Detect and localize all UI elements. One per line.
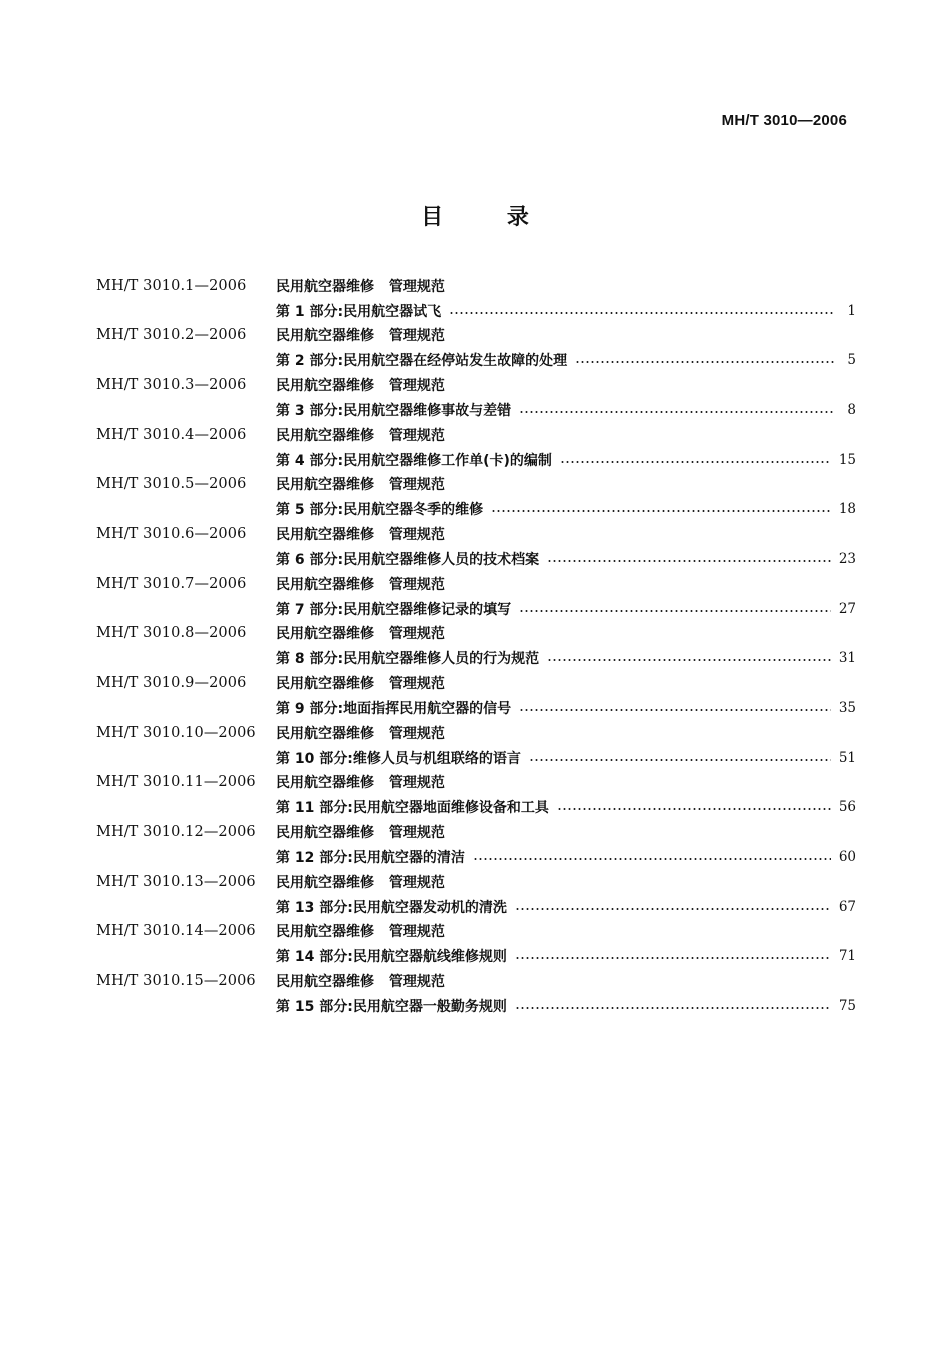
standard-line	[96, 472, 856, 497]
part-line	[96, 646, 856, 671]
standard-title: 民用航空器维修 管理规范	[276, 377, 445, 394]
part-line	[96, 497, 856, 522]
standard-line	[96, 720, 856, 745]
standard-code: MH/T 3010.9—2006	[96, 675, 247, 691]
dot-leader	[449, 312, 834, 314]
standard-line	[96, 323, 856, 348]
dot-leader	[557, 808, 831, 810]
dot-leader	[519, 411, 834, 413]
standard-line	[96, 372, 856, 397]
page-number: 56	[838, 799, 856, 816]
dot-leader	[515, 957, 831, 959]
dot-leader	[491, 510, 831, 512]
part-title: 第 9 部分:地面指挥民用航空器的信号	[276, 701, 512, 717]
part-line	[96, 845, 856, 870]
dot-leader	[473, 858, 831, 860]
part-title: 第 3 部分:民用航空器维修事故与差错	[276, 402, 512, 419]
standard-line	[96, 273, 856, 298]
page-number: 51	[838, 749, 856, 766]
part-line	[96, 546, 856, 571]
standard-title: 民用航空器维修 管理规范	[276, 775, 445, 792]
standard-code: MH/T 3010.5—2006	[96, 476, 247, 493]
standard-line	[96, 571, 856, 596]
standard-code: MH/T 3010.3—2006	[96, 376, 247, 393]
dot-leader	[519, 610, 831, 612]
part-line	[96, 596, 856, 621]
standard-title: 民用航空器维修 管理规范	[276, 427, 445, 444]
toc-entry	[96, 869, 856, 919]
standard-title: 民用航空器维修 管理规范	[276, 278, 445, 295]
standard-code: MH/T 3010.15—2006	[96, 973, 256, 990]
part-title: 第 13 部分:民用航空器发动机的清洗	[276, 899, 507, 916]
part-line	[96, 994, 856, 1019]
standard-code: MH/T 3010.10—2006	[96, 724, 256, 741]
standard-code: MH/T 3010.7—2006	[96, 575, 247, 592]
part-line	[96, 447, 856, 472]
toc-entry	[96, 969, 856, 1019]
part-line	[96, 397, 856, 422]
toc-entry	[96, 521, 856, 571]
document-code: MH/T 3010—2006	[721, 112, 847, 129]
part-line	[96, 894, 856, 919]
toc-entry	[96, 472, 856, 522]
standard-title: 民用航空器维修 管理规范	[276, 477, 445, 494]
standard-code: MH/T 3010.11—2006	[96, 774, 256, 791]
standard-line	[96, 422, 856, 447]
toc-entry	[96, 273, 856, 323]
part-line	[96, 745, 856, 770]
page-number: 15	[838, 451, 856, 468]
standard-line	[96, 869, 856, 894]
toc-title: 目 录	[421, 205, 557, 230]
dot-leader	[515, 1007, 831, 1009]
part-title: 第 11 部分:民用航空器地面维修设备和工具	[276, 800, 549, 817]
part-title: 第 10 部分:维修人员与机组联络的语言	[276, 750, 521, 767]
dot-leader	[575, 361, 834, 363]
dot-leader	[515, 908, 831, 910]
part-title: 第 4 部分:民用航空器维修工作单(卡)的编制	[276, 452, 552, 469]
standard-line	[96, 671, 856, 696]
part-title: 第 6 部分:民用航空器维修人员的技术档案	[276, 551, 540, 568]
page-number: 27	[838, 600, 856, 617]
toc-entry	[96, 720, 856, 770]
standard-title: 民用航空器维修 管理规范	[276, 328, 445, 345]
standard-line	[96, 969, 856, 994]
part-title: 第 7 部分:民用航空器维修记录的填写	[276, 601, 512, 618]
standard-code: MH/T 3010.6—2006	[96, 525, 247, 542]
standard-line	[96, 770, 856, 795]
toc-entry	[96, 671, 856, 721]
part-line	[96, 795, 856, 820]
page-number: 60	[838, 849, 856, 866]
page-number: 67	[838, 898, 856, 915]
page-number: 1	[847, 302, 856, 319]
standard-title: 民用航空器维修 管理规范	[276, 626, 445, 643]
table-of-contents	[96, 273, 856, 1018]
page-number: 71	[838, 948, 856, 965]
standard-line	[96, 919, 856, 944]
dot-leader	[560, 461, 831, 463]
standard-title: 民用航空器维修 管理规范	[276, 974, 445, 991]
toc-entry	[96, 372, 856, 422]
dot-leader	[547, 659, 831, 661]
part-title: 第 12 部分:民用航空器的清洁	[276, 850, 465, 867]
standard-title: 民用航空器维修 管理规范	[276, 825, 445, 842]
standard-title: 民用航空器维修 管理规范	[276, 576, 445, 593]
toc-entry	[96, 323, 856, 373]
part-line	[96, 696, 856, 721]
part-title: 第 1 部分:民用航空器试飞	[276, 303, 442, 320]
part-title: 第 5 部分:民用航空器冬季的维修	[276, 502, 484, 519]
standard-code: MH/T 3010.14—2006	[96, 923, 256, 940]
standard-title: 民用航空器维修 管理规范	[276, 924, 445, 941]
part-line	[96, 348, 856, 373]
page-number: 35	[838, 700, 856, 716]
standard-title: 民用航空器维修 管理规范	[276, 874, 445, 891]
part-line	[96, 298, 856, 323]
toc-entry	[96, 621, 856, 671]
standard-title: 民用航空器维修 管理规范	[276, 676, 445, 692]
toc-entry	[96, 919, 856, 969]
dot-leader	[529, 759, 831, 761]
standard-line	[96, 521, 856, 546]
page-number: 8	[847, 401, 856, 418]
page-number: 75	[838, 998, 856, 1015]
dot-leader	[547, 560, 831, 562]
standard-code: MH/T 3010.12—2006	[96, 824, 256, 841]
part-title: 第 15 部分:民用航空器一般勤务规则	[276, 999, 507, 1016]
page-number: 31	[838, 650, 856, 667]
standard-line	[96, 621, 856, 646]
page-number: 18	[838, 501, 856, 518]
part-title: 第 8 部分:民用航空器维修人员的行为规范	[276, 651, 540, 668]
standard-line	[96, 820, 856, 845]
dot-leader	[519, 709, 831, 711]
part-line	[96, 944, 856, 969]
standard-code: MH/T 3010.13—2006	[96, 873, 256, 890]
part-title: 第 2 部分:民用航空器在经停站发生故障的处理	[276, 353, 568, 370]
page-number: 5	[847, 352, 856, 369]
toc-entry	[96, 770, 856, 820]
standard-title: 民用航空器维修 管理规范	[276, 526, 445, 543]
standard-code: MH/T 3010.1—2006	[96, 277, 247, 294]
standard-title: 民用航空器维修 管理规范	[276, 725, 445, 742]
page-number: 23	[838, 550, 856, 567]
toc-entry	[96, 571, 856, 621]
standard-code: MH/T 3010.8—2006	[96, 625, 247, 642]
part-title: 第 14 部分:民用航空器航线维修规则	[276, 949, 507, 966]
standard-code: MH/T 3010.2—2006	[96, 327, 247, 344]
toc-entry	[96, 820, 856, 870]
standard-code: MH/T 3010.4—2006	[96, 426, 247, 443]
toc-entry	[96, 422, 856, 472]
